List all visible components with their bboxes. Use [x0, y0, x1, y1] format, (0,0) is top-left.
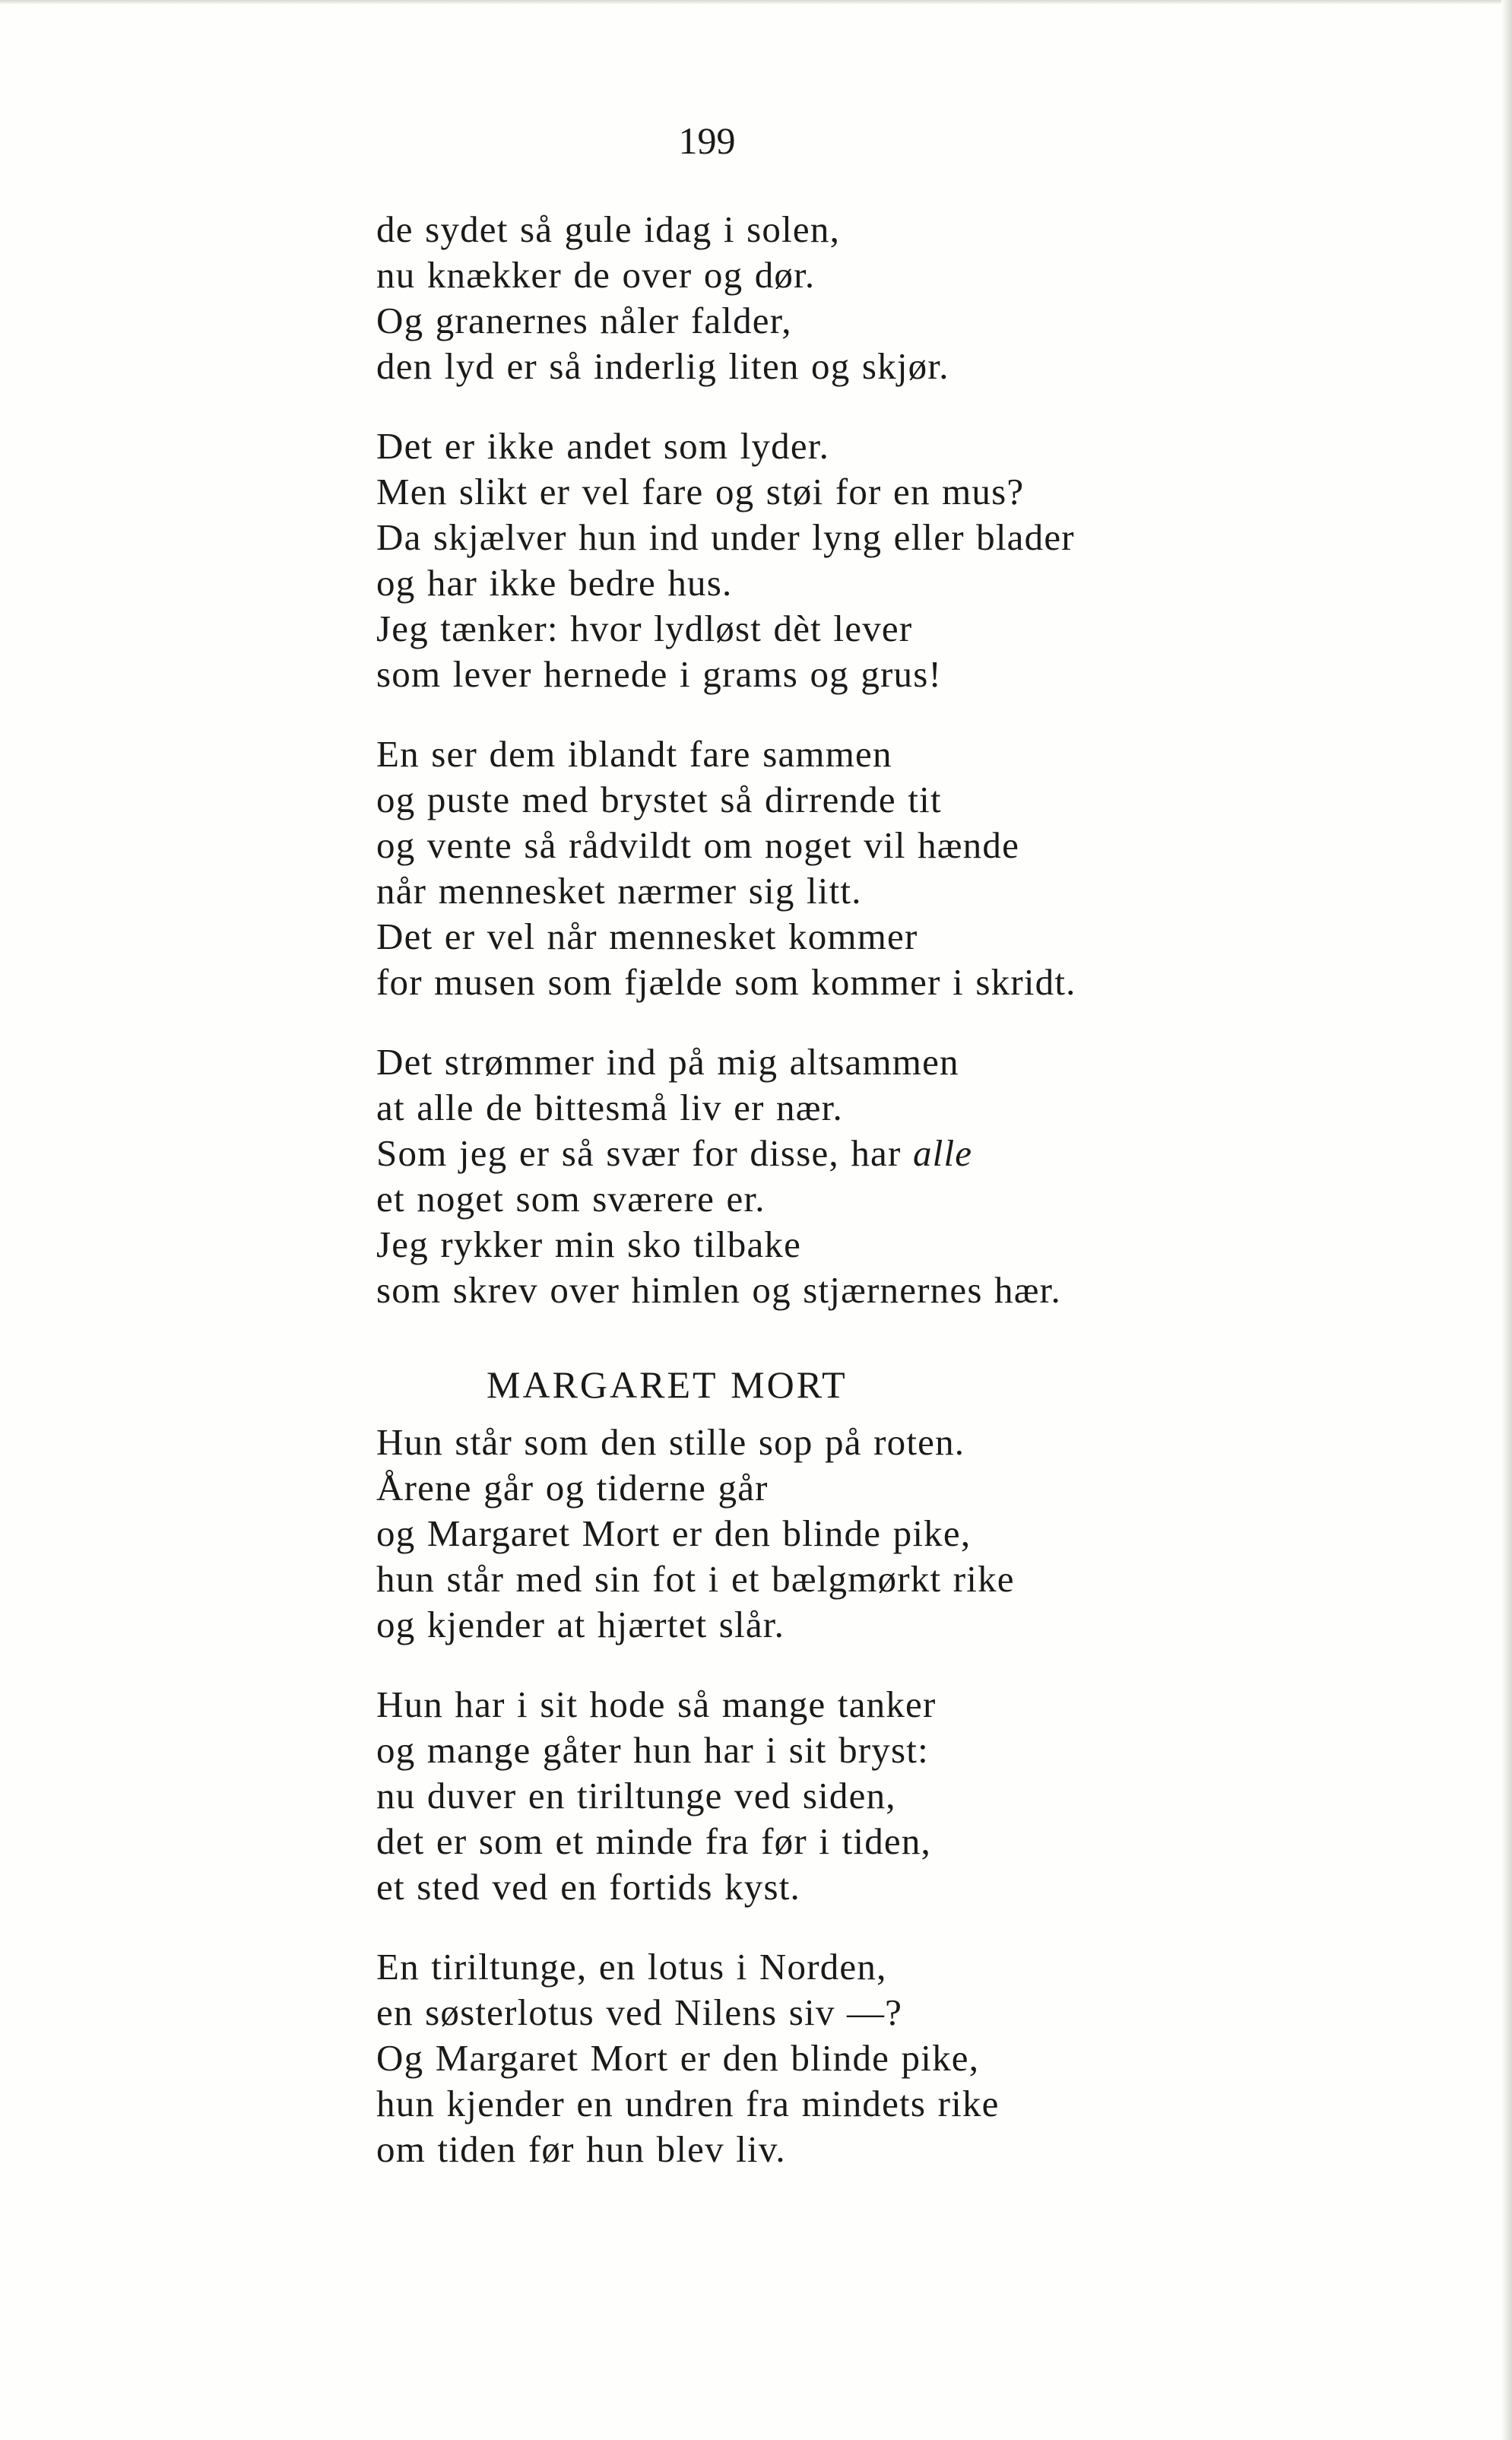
verse-line: Da skjælver hun ind under lyng eller blader	[376, 516, 1075, 558]
verse-line: en søsterlotus ved Nilens siv —?	[376, 1991, 903, 2033]
verse-line: nu duver en tiriltunge ved siden,	[376, 1775, 896, 1817]
verse-line: når mennesket nærmer sig litt.	[376, 870, 862, 912]
verse-line: et sted ved en fortids kyst.	[376, 1866, 801, 1908]
verse-line: Hun står som den stille sop på roten.	[376, 1421, 965, 1463]
stanza-4	[376, 1039, 1327, 1313]
verse-line: og vente så rådvildt om noget vil hænde	[376, 824, 1020, 866]
verse-line: det er som et minde fra før i tiden,	[376, 1820, 932, 1862]
verse-line: Årene går og tiderne går	[376, 1467, 769, 1509]
stanza-3	[376, 731, 1327, 1005]
poem-title: MARGARET MORT	[487, 1363, 848, 1406]
verse-line: og Margaret Mort er den blinde pike,	[376, 1512, 972, 1554]
verse-line: Det er ikke andet som lyder.	[376, 425, 830, 467]
verse-line: En ser dem iblandt fare sammen	[376, 733, 892, 775]
verse-line: som skrev over himlen og stjærnernes hær.	[376, 1269, 1061, 1311]
verse-line: om tiden før hun blev liv.	[376, 2128, 786, 2170]
verse-line: for musen som fjælde som kommer i skridt.	[376, 961, 1076, 1003]
stanza-7	[376, 1944, 1327, 2172]
verse-line	[376, 1131, 1327, 1176]
verse-line: hun kjender en undren fra mindets rike	[376, 2083, 1000, 2124]
stanza-6	[376, 1682, 1327, 1910]
stanza-5	[376, 1420, 1327, 1648]
verse-line: og kjender at hjærtet slår.	[376, 1604, 785, 1645]
italic-word: alle	[912, 1132, 973, 1174]
verse-line: og har ikke bedre hus.	[376, 562, 733, 604]
verse-line: Og granernes nåler falder,	[376, 300, 792, 341]
verse-line: den lyd er så inderlig liten og skjør.	[376, 345, 949, 387]
verse-line-text: Som jeg er så svær for disse, har	[376, 1132, 913, 1174]
verse-line: hun står med sin fot i et bælgmørkt rike	[376, 1558, 1015, 1600]
verse-line: nu knækker de over og dør.	[376, 254, 816, 296]
stanza-1	[376, 207, 1327, 389]
verse-line: et noget som sværere er.	[376, 1178, 766, 1220]
verse-line: og mange gåter hun har i sit bryst:	[376, 1729, 929, 1771]
verse-line: de sydet så gule idag i solen,	[376, 208, 841, 250]
verse-line: Det er vel når mennesket kommer	[376, 915, 918, 957]
page-number: 199	[678, 119, 736, 162]
verse-line: Hun har i sit hode så mange tanker	[376, 1683, 937, 1725]
page-edge-right	[1501, 0, 1512, 2440]
verse-line: Det strømmer ind på mig altsammen	[376, 1041, 959, 1083]
verse-line: Jeg tænker: hvor lydløst dèt lever	[376, 608, 913, 649]
page-edge-top	[0, 0, 1512, 5]
verse-line: Og Margaret Mort er den blinde pike,	[376, 2037, 980, 2079]
verse-line: at alle de bittesmå liv er nær.	[376, 1087, 843, 1128]
verse-line: Men slikt er vel fare og støi for en mus?	[376, 471, 1025, 512]
verse-line: En tiriltunge, en lotus i Norden,	[376, 1946, 887, 1988]
verse-line: og puste med brystet så dirrende tit	[376, 779, 942, 820]
verse-line: som lever hernede i grams og grus!	[376, 653, 943, 695]
poem-text	[376, 207, 1327, 2207]
verse-line: Jeg rykker min sko tilbake	[376, 1223, 802, 1265]
stanza-2	[376, 424, 1327, 697]
